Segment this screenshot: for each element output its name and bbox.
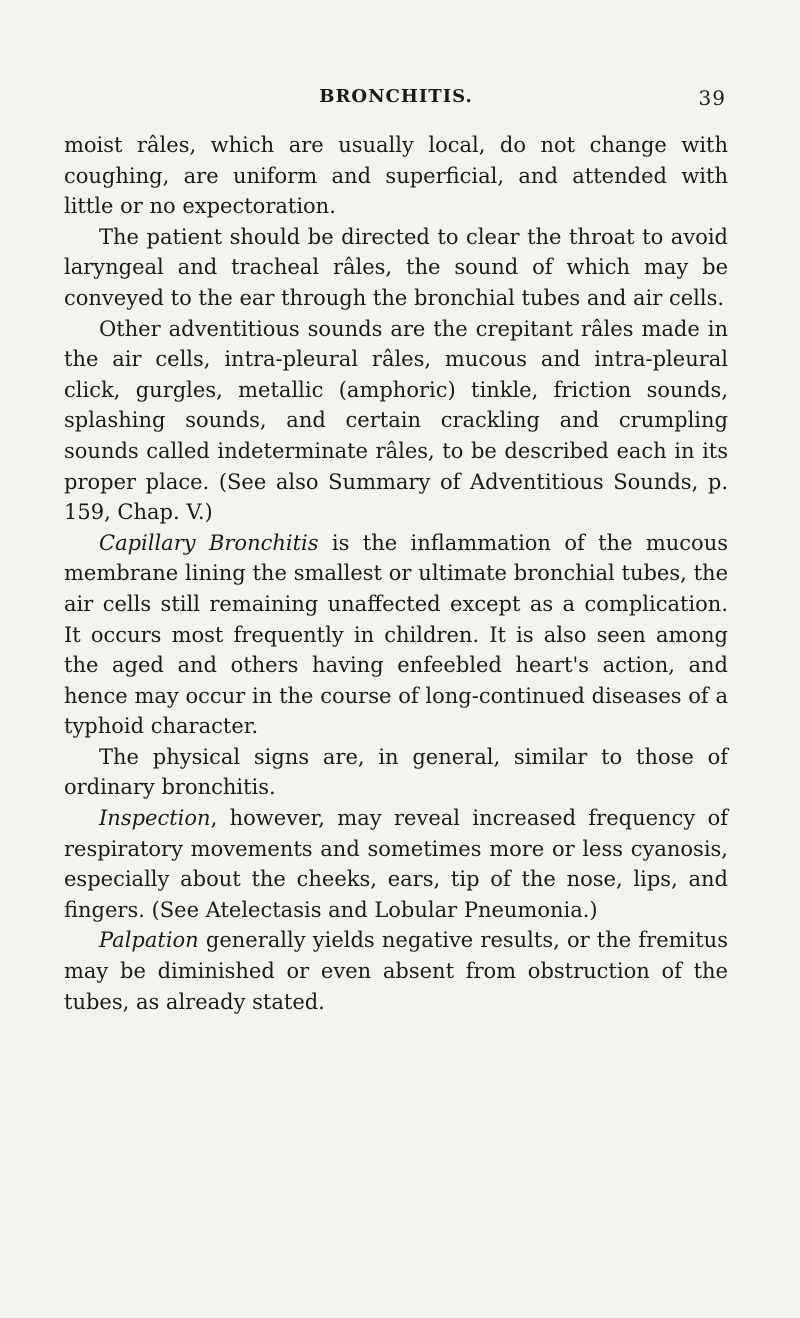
paragraph-text: moist râles, which are usually local, do not change with coughing, are uniform and superficial, and attended with little or no expectoration.: [64, 133, 728, 219]
italic-lead: Capillary Bronchitis: [99, 530, 319, 555]
paragraph-text: generally yields negative results, or the fremitus may be diminished or even absent from obstruction of the tubes, as already stated.: [64, 928, 728, 1014]
paragraph-text: The patient should be directed to clear the throat to avoid laryngeal and tracheal râles, the sound of which may be conveyed to the ear through the bronchial tubes and air cells.: [64, 224, 728, 310]
paragraph-text: is the inflammation of the mucous membrane lining the smallest or ultimate bronchial tubes, the air cells still remaining unaffected except as a complication. It occurs most frequently in children. It is also seen among the aged and others having enfeebled heart's action, and hence may occur in the course of long-continued diseases of a typhoid character.: [64, 530, 728, 739]
paragraph: [64, 528, 728, 742]
italic-lead: Inspection: [99, 806, 211, 831]
paragraph-text: Other adventitious sounds are the crepitant râles made in the air cells, intra-pleural râles, mucous and intra-pleural click, gurgles, metallic (amphoric) tinkle, friction sounds, splashing sounds, and certain crackling and crumpling sounds called indeterminate râles, to be described each in its proper place. (See also Summary of Adventitious Sounds, p. 159, Chap. V.): [64, 316, 728, 525]
paragraph: [64, 925, 728, 1017]
paragraph-text: The physical signs are, in general, similar to those of ordinary bronchitis.: [64, 744, 728, 800]
running-head: [66, 86, 726, 114]
paragraph-text: , however, may reveal increased frequency of respiratory movements and sometimes more or less cyanosis, especially about the cheeks, ears, tip of the nose, lips, and fingers. (See Atelectasis and Lobular Pneumonia.): [64, 806, 728, 922]
paragraph: [64, 803, 728, 925]
running-title: BRONCHITIS.: [319, 86, 473, 107]
body-text: [64, 130, 728, 1017]
italic-lead: Palpation: [99, 928, 199, 953]
paragraph: [64, 742, 728, 803]
paragraph: [64, 314, 728, 528]
paragraph: [64, 130, 728, 222]
page-number: 39: [698, 86, 726, 110]
paragraph: [64, 222, 728, 314]
